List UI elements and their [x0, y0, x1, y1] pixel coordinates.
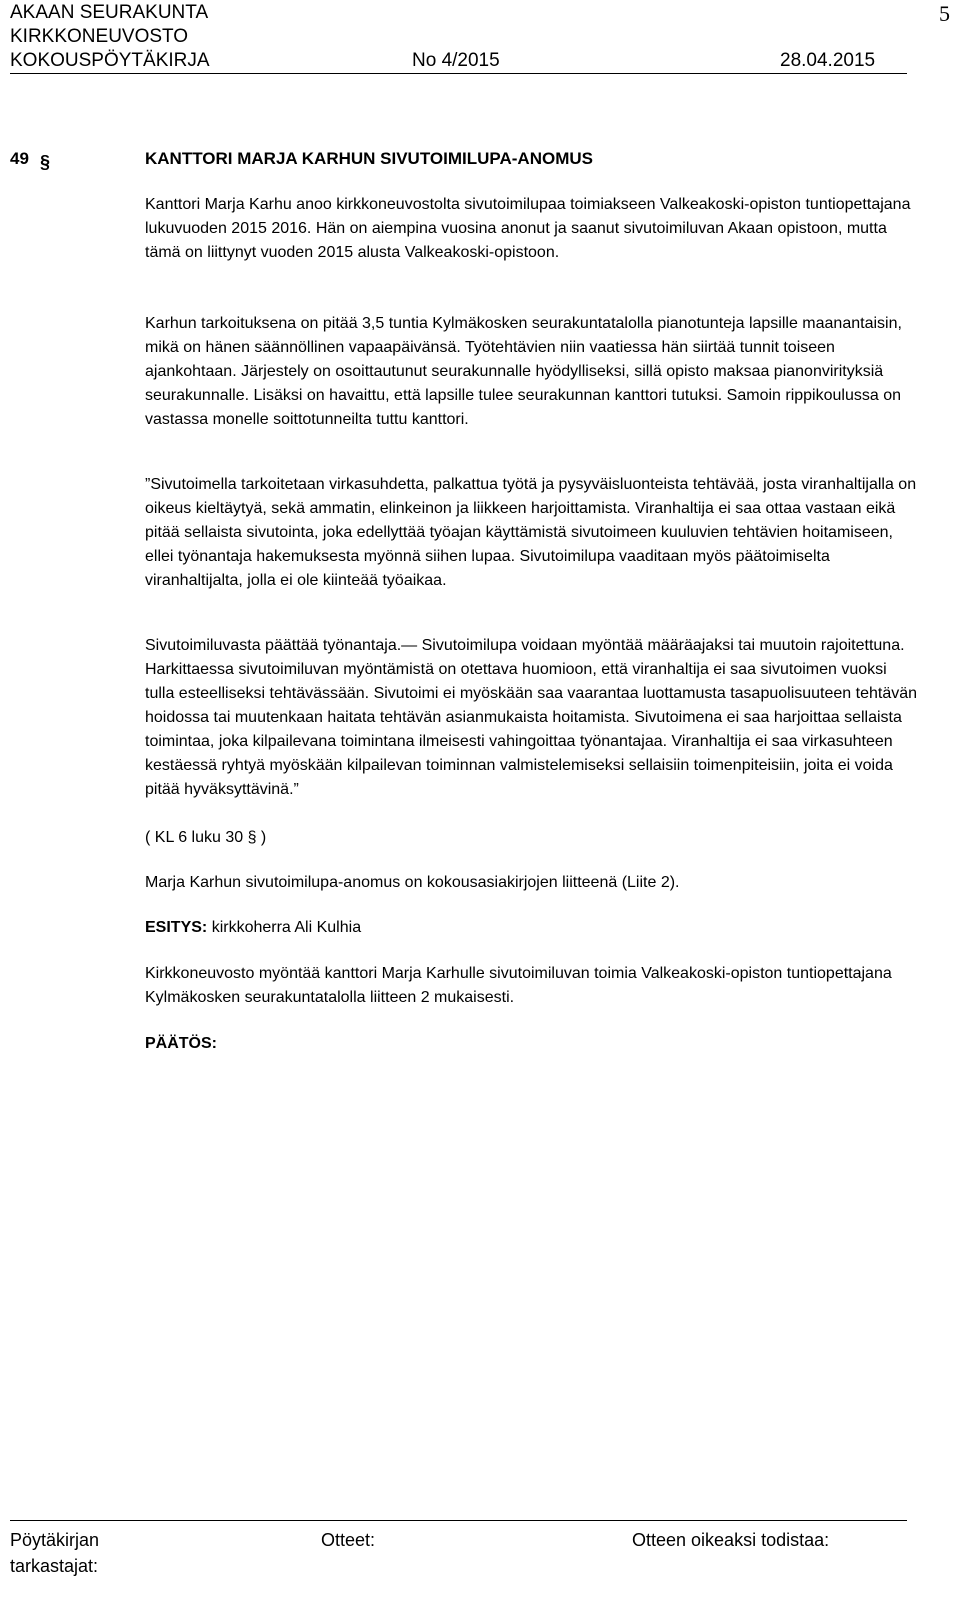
header-meta-line: [10, 50, 907, 74]
proposal-label: ESITYS:: [145, 919, 208, 936]
footer-certified-label: Otteen oikeaksi todistaa:: [632, 1530, 830, 1550]
footer-checkers-line1: Pöytäkirjan: [10, 1530, 100, 1550]
paragraph-definition-quote: ”Sivutoimella tarkoitetaan virkasuhdetta, palkattua työtä ja pysyväisluonteista tehtävää, josta viranhaltijalla on oikeus kieltäytyä, sekä ammatin, elinkeinon ja liikkeen harjoittamista. Viranhaltija ei saa ottaa vastaan eikä pitää sellaista sivutointa, joka edellyttää työajan käyttämistä sivutoimeen kuuluvien tehtävien hoitamiseen, ellei työnantaja hakemuksesta myönnä siihen lupaa. Sivutoimilupa vaaditaan myös päätoimiselta viranhaltijalta, jolla ei ole kiinteää työaikaa.: [145, 476, 917, 589]
paragraph-decision-rules: Sivutoimiluvasta päättää työnantaja.— Sivutoimilupa voidaan myöntää määräajaksi tai muutoin rajoitettuna. Harkittaessa sivutoimiluvan myöntämistä on otettava huomioon, että viranhaltija ei saa sivutoimen vuoksi tulla esteelliseksi tehtävässään. Sivutoimi ei myöskään saa vaarantaa luottamusta tasapuolisuuteen tehtävän hoidossa tai muutenkaan haitata tehtävän asianmukaista hoitamista. Sivutoimena ei saa harjoittaa sellaista toimintaa, joka kilpailevana toimintana ilmeisesti vahingoittaa työnantajaa. Viranhaltija ei saa virkasuhteen kestäessä ryhtyä myöskään kilpailevan toiminnan valmistelemiseksi sellaisiin toimenpiteisiin, joita ei voida pitää hyväksyttävinä.”: [145, 637, 918, 798]
legal-reference: ( KL 6 luku 30 § ): [145, 829, 267, 846]
page-number: 5: [939, 1, 950, 26]
header-doc-number: No 4/2015: [412, 50, 500, 71]
paragraph-proposal: Kirkkoneuvosto myöntää kanttori Marja Karhulle sivutoimiluvan toimia Valkeakoski-opiston tuntiopettajana Kylmäkosken seurakuntatalolla liitteen 2 mukaisesti.: [145, 965, 892, 1006]
footer-divider: [10, 1520, 907, 1521]
footer-extracts-label: Otteet:: [321, 1530, 376, 1550]
header-organization: AKAAN SEURAKUNTA: [10, 2, 209, 23]
proposal-line: [145, 916, 920, 940]
header-date: 28.04.2015: [780, 50, 876, 71]
footer-checkers-label: [10, 1527, 99, 1579]
header-divider: [10, 73, 907, 74]
section-sign-icon: [38, 150, 88, 172]
section-number: 49: [10, 149, 29, 168]
paragraph-purpose: Karhun tarkoituksena on pitää 3,5 tuntia Kylmäkosken seurakuntatalolla pianotunteja lapsille maanantaisin, mikä on hänen säännöllinen vapaapäivänsä. Työtehtävien niin vaatiessa hän siirtää tunnit toiseen ajankohtaan. Järjestely on osoittautunut seurakunnalle hyödylliseksi, sillä opisto maksaa pianonvirityksiä seurakunnalle. Lisäksi on havaittu, että lapsille tulee seurakunnan kanttori tutuksi. Samoin rippikoulussa on vastassa monelle soittotunneilta tuttu kanttori.: [145, 315, 902, 428]
section-title: KANTTORI MARJA KARHUN SIVUTOIMILUPA-ANOMUS: [145, 149, 593, 168]
svg-text:§: §: [40, 152, 51, 172]
decision-line: [145, 1032, 920, 1056]
header-body: KIRKKONEUVOSTO: [10, 26, 189, 47]
footer-checkers-line2: tarkastajat:: [10, 1556, 99, 1576]
header-doc-type: KOKOUSPÖYTÄKIRJA: [10, 50, 210, 71]
paragraph-application: Kanttori Marja Karhu anoo kirkkoneuvostolta sivutoimilupaa toimiakseen Valkeakoski-opiston tuntiopettajana lukuvuoden 2015 2016. Hän on aiempina vuosina anonut ja saanut sivutoimiluvan Akaan opistoon, mutta tämä on liittynyt vuoden 2015 alusta Valkeakoski-opistoon.: [145, 196, 911, 261]
decision-label: PÄÄTÖS:: [145, 1035, 217, 1052]
paragraph-attachment: Marja Karhun sivutoimilupa-anomus on kokousasiakirjojen liitteenä (Liite 2).: [145, 874, 680, 891]
proposal-presenter: kirkkoherra Ali Kulhia: [211, 919, 362, 936]
